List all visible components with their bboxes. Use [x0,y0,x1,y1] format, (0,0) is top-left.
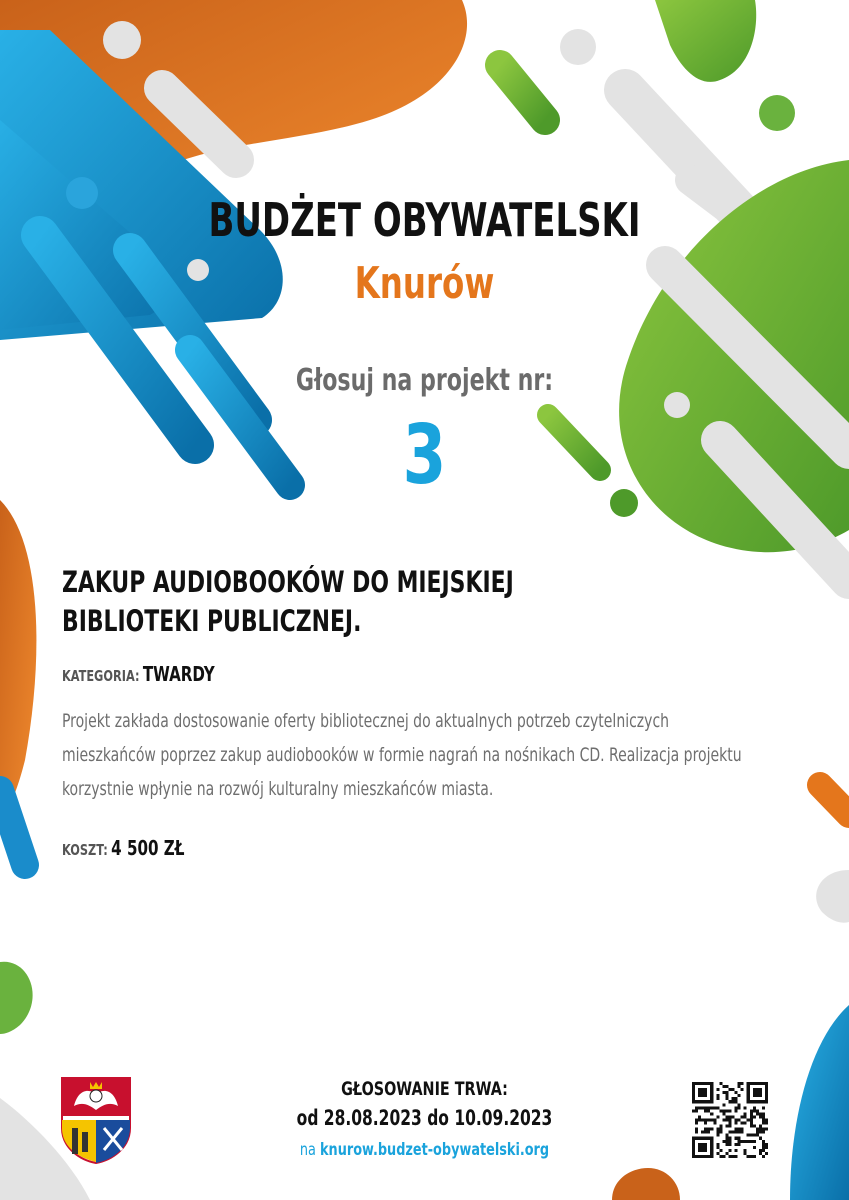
green-top-shape [655,0,756,82]
gray-dot-c [560,29,596,65]
orange-stroke-right [820,785,849,815]
category [62,662,215,686]
cost-label: KOSZT: [62,841,108,859]
project-number: 3 [402,408,447,503]
orange-left-shape [0,500,36,820]
orange-bottom-right [612,1168,680,1200]
qr-code-icon[interactable] [692,1082,768,1158]
gray-shape-right [816,870,849,923]
vote-label: Głosuj na projekt nr: [295,363,554,398]
gray-dot-a [103,21,141,59]
campaign-title: BUDŻET OBYWATELSKI [208,193,641,247]
cost-value: 4 500 ZŁ [111,836,185,860]
voting-label: GŁOSOWANIE TRWA: [341,1078,508,1100]
green-dot-a [759,95,795,131]
project-title: ZAKUP AUDIOBOOKÓW DO MIEJSKIEJ BIBLIOTEKI PUBLICZNEJ. [62,565,514,638]
city-name: Knurów [354,258,495,309]
green-stroke-a [500,65,545,120]
voting-url-link[interactable]: knurow.budzet-obywatelski.org [320,1140,550,1160]
category-label: KATEGORIA: [62,667,140,685]
project-description: Projekt zakłada dostosowanie oferty bibliotecznej do aktualnych potrzeb czytelniczych mieszkańców poprzez zakup audiobooków w formie nagrań na nośnikach CD. Realizacja projektu korzystnie wpłynie na rozwój kulturalny mieszkańców miasta. [62,710,742,800]
category-value: TWARDY [142,662,215,686]
green-bottom-left [0,962,33,1034]
blue-stroke-left [0,790,25,865]
voting-url-line [68,1140,781,1160]
voting-dates: od 28.08.2023 do 10.09.2023 [296,1106,553,1130]
blue-bottom-right [790,1005,849,1200]
url-prefix: na [299,1140,316,1160]
cost [62,836,184,860]
